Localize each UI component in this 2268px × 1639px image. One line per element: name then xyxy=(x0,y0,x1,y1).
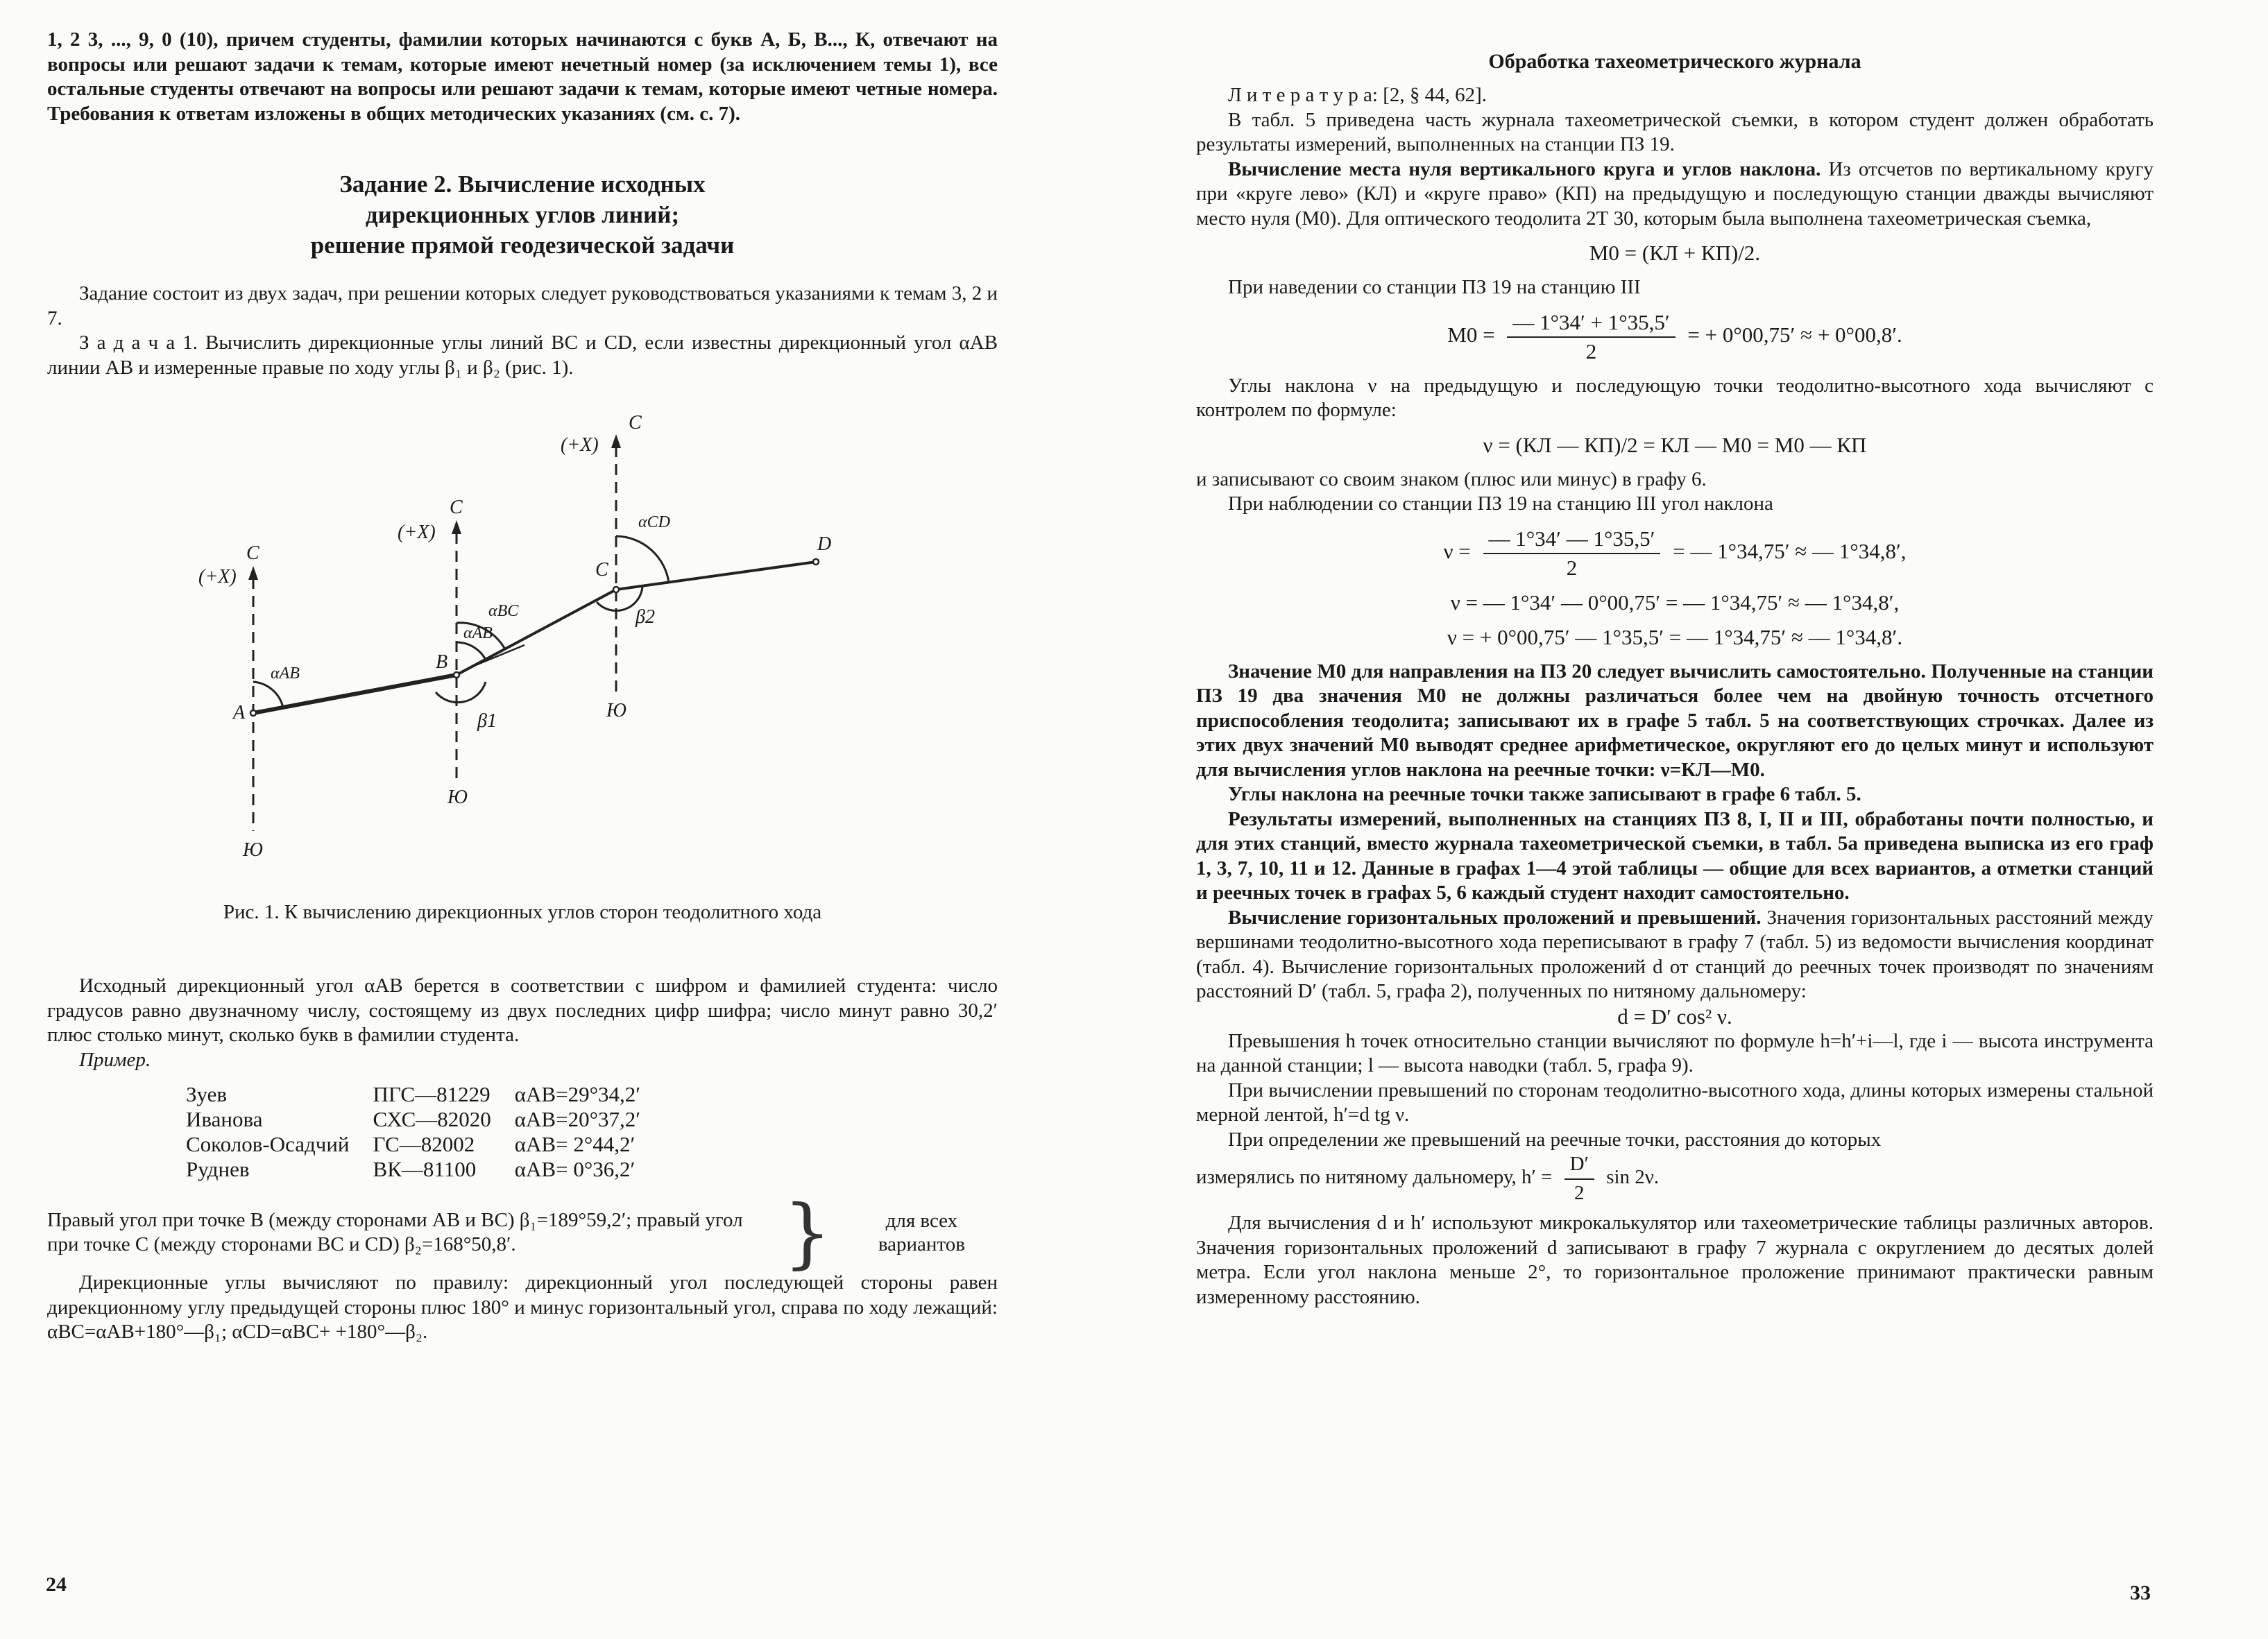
label-alpha-bc: αBC xyxy=(488,602,519,620)
student-name: Руднев xyxy=(186,1157,250,1181)
paragraph-1: Задание состоит из двух задач, при решении которых следует руководствоваться указаниями к темам 3, 2 и 7. xyxy=(47,282,998,329)
right-angles-text: Правый угол при точке B (между сторонами AB и BC) β₁=189°59,2′; правый угол при точке C (между сторонами BC и CD) β₂=168°50,8′. xyxy=(47,1208,743,1255)
paragraph-8: Углы наклона на реечные точки также записывают в графе 6 табл. 5. xyxy=(1228,783,1861,805)
example-table xyxy=(186,1082,664,1182)
paragraph-10-text: Значения горизонтальных расстояний между вершинами теодолитно-высотного хода переписывают в графу 7 (табл. 5) из ведомости вычисления координат (табл. 4). Вычисление горизонтальных проложений d от станций до реечных точек производят по значениям расстояний D′ (табл. 5, графа 2), полученных по нитяному дальномеру: xyxy=(1196,906,2154,1002)
label-beta-1: β1 xyxy=(477,710,497,732)
left-column xyxy=(47,28,998,1345)
paragraph-6: При наблюдении со станции ПЗ 19 на станцию III угол наклона xyxy=(1228,492,1773,515)
paragraph-2-text: Из отсчетов по вертикальному кругу при «круге лево» (КЛ) и «круге право» (КП) на предыдущую и последующую станции дважды вычисляют место нуля (М0). Для оптического теодолита 2Т 30, которым была выполнена тахеометрическая съемка, xyxy=(1196,157,2154,230)
paragraph-4: Углы наклона ν на предыдущую и последующую точки теодолитно-высотного хода вычисляют с контролем по формуле: xyxy=(1196,374,2154,421)
paragraph-1: В табл. 5 приведена часть журнала тахеометрической съемки, в котором студент должен обработать результаты измерений, выполненных на станции ПЗ 19. xyxy=(1196,108,2154,155)
student-angle: αAB=20°37,2′ xyxy=(514,1107,640,1131)
section-heading: Обработка тахеометрического журнала xyxy=(1488,50,1861,73)
figure-caption: Рис. 1. К вычислению дирекционных углов сторон теодолитного хода xyxy=(223,901,822,923)
student-name: Зуев xyxy=(186,1082,228,1106)
student-name: Иванова xyxy=(186,1107,263,1131)
student-code: ГС—82002 xyxy=(373,1132,475,1156)
title-line-3: решение прямой геодезической задачи xyxy=(310,232,735,259)
figure-traverse-diagram xyxy=(47,387,998,886)
paragraph-10 xyxy=(1196,906,2154,1004)
student-name: Соколов-Осадчий xyxy=(186,1132,350,1156)
formula-nu-example-3: ν = + 0°00,75′ — 1°35,5′ = — 1°34,75′ ≈ — 1°34,8′. xyxy=(1447,624,1903,649)
student-code: ВК—81100 xyxy=(373,1157,477,1181)
point-a xyxy=(250,710,256,716)
student-angle: αAB=29°34,2′ xyxy=(514,1082,640,1106)
student-angle: αAB= 0°36,2′ xyxy=(514,1157,636,1181)
label-yu-at-a: Ю xyxy=(243,839,263,861)
formula-nu: ν = (КЛ — КП)/2 = КЛ — М0 = М0 — КП xyxy=(1483,432,1867,457)
formula-m0: М0 = (КЛ + КП)/2. xyxy=(1589,241,1761,265)
arc-alpha-cd xyxy=(616,536,669,583)
table-row xyxy=(186,1082,664,1107)
student-angle: αAB= 2°44,2′ xyxy=(514,1132,636,1156)
label-point-a: A xyxy=(233,702,246,723)
label-point-d: D xyxy=(817,533,832,555)
table-row xyxy=(186,1132,664,1157)
formula-nu-example-2: ν = — 1°34′ — 0°00,75′ = — 1°34,75′ ≈ — 1°34,8′, xyxy=(1450,590,1900,615)
label-c-at-b: C xyxy=(450,497,463,518)
label-point-c: C xyxy=(595,559,608,581)
title-line-1: Задание 2. Вычисление исходных xyxy=(339,171,706,198)
paragraph-7: Значение М0 для направления на ПЗ 20 следует вычислить самостоятельно. Полученные на станции ПЗ 19 два значения М0 не должны различаться более чем на двойную точность отсчетного приспособления теодолита; записывают их в графе 5 табл. 5 на соответствующих строчках. Далее из этих двух значений М0 выводят среднее арифметическое, округляют его до целых минут и используют для вычисления углов наклона на реечные точки: ν=КЛ—М0. xyxy=(1196,660,2154,781)
bold-lead-2: Вычисление горизонтальных проложений и превышений. xyxy=(1228,906,1762,929)
label-beta-2: β2 xyxy=(636,606,655,628)
paragraph-initial-azimuth: Исходный дирекционный угол αAB берется в соответствии с шифром и фамилией студента: число градусов равно двузначному числу, состоящему из двух последних цифр шифра; число минут равно 30,2′ плюс столько минут, сколько букв в фамилии студента. xyxy=(47,975,998,1046)
page-number-left: 24 xyxy=(46,1573,67,1596)
example-label: Пример. xyxy=(79,1048,151,1071)
bracket-block xyxy=(47,1188,998,1277)
arc-beta-1 xyxy=(436,682,486,703)
label-alpha-ab-b: αAB xyxy=(463,624,493,642)
task-1-paragraph: З а д а ч а 1. Вычислить дирекционные углы линий BC и CD, если известны дирекционный угол αAB линии AB и измеренные правые по ходу углы β₁ и β₂ (рис. 1). xyxy=(47,332,998,379)
table-row xyxy=(186,1157,664,1182)
assignment-title xyxy=(47,169,998,261)
all-variants-label: для всех вариантов xyxy=(878,1210,965,1255)
label-alpha-ab: αAB xyxy=(271,664,300,683)
title-line-2: дирекционных углов линий; xyxy=(365,201,680,228)
paragraph-11: Превышения h точек относительно станции вычисляют по формуле h=h′+i—l, где i — высота инструмента на данной станции; l — высота наводки (табл. 5, графа 9). xyxy=(1196,1029,2154,1076)
label-c-at-c: C xyxy=(629,412,642,434)
label-yu-at-b: Ю xyxy=(447,787,468,808)
paragraph-2 xyxy=(1196,157,2154,232)
table-row xyxy=(186,1107,664,1132)
formula-d: d = D′ cos² ν. xyxy=(1617,1004,1732,1029)
point-b xyxy=(454,672,459,678)
arc-alpha-ab xyxy=(253,682,283,707)
paragraph-5: и записывают со своим знаком (плюс или минус) в графу 6. xyxy=(1196,467,1707,490)
arc-alpha-ab-at-b xyxy=(457,642,486,661)
bold-lead: Вычисление места нуля вертикального круга и углов наклона. xyxy=(1228,157,1821,180)
student-code: ПГС—81229 xyxy=(373,1082,491,1106)
paragraph-rule: Дирекционные углы вычисляют по правилу: дирекционный угол последующей стороны равен дирекционному углу предыдущей стороны плюс 180° и минус горизонтальный угол, справа по ходу лежащий: αBC=αAB+180°—β₁; αCD=αBC+ +180°—β₂. xyxy=(47,1271,998,1343)
paragraph-13: При определении же превышений на реечные точки, расстояния до которых xyxy=(1228,1128,1882,1151)
intro-paragraph: 1, 2 3, ..., 9, 0 (10), причем студенты, фамилии которых начинаются с букв А, Б, В..., К, отвечают на вопросы или решают задачи к темам, которые имеют нечетный номер (за исключением темы 1), все остальные студенты отвечают на вопросы или решают задачи к темам, которые имеют четные номера. Требования к ответам изложены в общих методических указаниях (см. с. 7). xyxy=(47,28,998,125)
side-cd xyxy=(616,562,816,590)
paragraph-14: Для вычисления d и h′ используют микрокалькулятор или тахеометрические таблицы различных авторов. Значения горизонтальных проложений d записывают в графу 7 журнала с округлением до десятых долей метра. Если угол наклона меньше 2°, то горизонтальное проложение принимают практически равным измеренному расстоянию. xyxy=(1196,1212,2154,1308)
label-plusx-at-a: (+X) xyxy=(198,566,237,587)
page-number-right: 33 xyxy=(2130,1581,2151,1604)
student-code: СХС—82020 xyxy=(373,1107,491,1131)
label-plusx-at-c: (+X) xyxy=(561,434,599,456)
right-page xyxy=(1134,0,2268,1639)
paragraph-3: При наведении со станции ПЗ 19 на станцию III xyxy=(1228,276,1641,298)
formula-m0-example: М0 = $\frac{— 1^\circ 34' + 1^\circ 35,5'}{2}$ = + 0°00,75′ ≈ + 0°00,8′. xyxy=(1447,309,1902,363)
right-column xyxy=(1196,50,2154,1310)
label-plusx-at-b: (+X) xyxy=(398,522,436,543)
paragraph-12: При вычислении превышений по сторонам теодолитно-высотного хода, длины которых измерены стальной мерной лентой, h′=d tg ν. xyxy=(1196,1079,2154,1126)
paragraph-13-formula: измерялись по нитяному дальномеру, h′ = $\frac{D'}{2}$ sin 2ν. xyxy=(1196,1153,1660,1204)
label-point-b: B xyxy=(436,651,448,673)
paragraph-9: Результаты измерений, выполненных на станциях ПЗ 8, I, II и III, обработаны почти полностью, и для этих станций, вместо журнала тахеометрической съемки, в табл. 5а приведена выписка из его граф 1, 3, 7, 10, 11 и 12. Данные в графах 1—4 этой таблицы — общие для всех вариантов, а отметки станций и реечных точек в графах 5, 6 каждый студент находит самостоятельно. xyxy=(1196,807,2154,904)
label-c-at-a: C xyxy=(246,542,259,564)
point-c xyxy=(613,587,619,592)
literature-line: Л и т е р а т у р а: [2, § 44, 62]. xyxy=(1228,84,1487,106)
curly-brace-icon: } xyxy=(783,1188,832,1277)
formula-nu-example-1: ν = $\frac{— 1^\circ 34' — 1^\circ 35,5'}{2}$ = — 1°34,75′ ≈ — 1°34,8′, xyxy=(1443,526,1907,580)
label-yu-at-c: Ю xyxy=(606,700,626,721)
point-d xyxy=(813,559,819,565)
label-alpha-cd: αCD xyxy=(638,513,670,531)
